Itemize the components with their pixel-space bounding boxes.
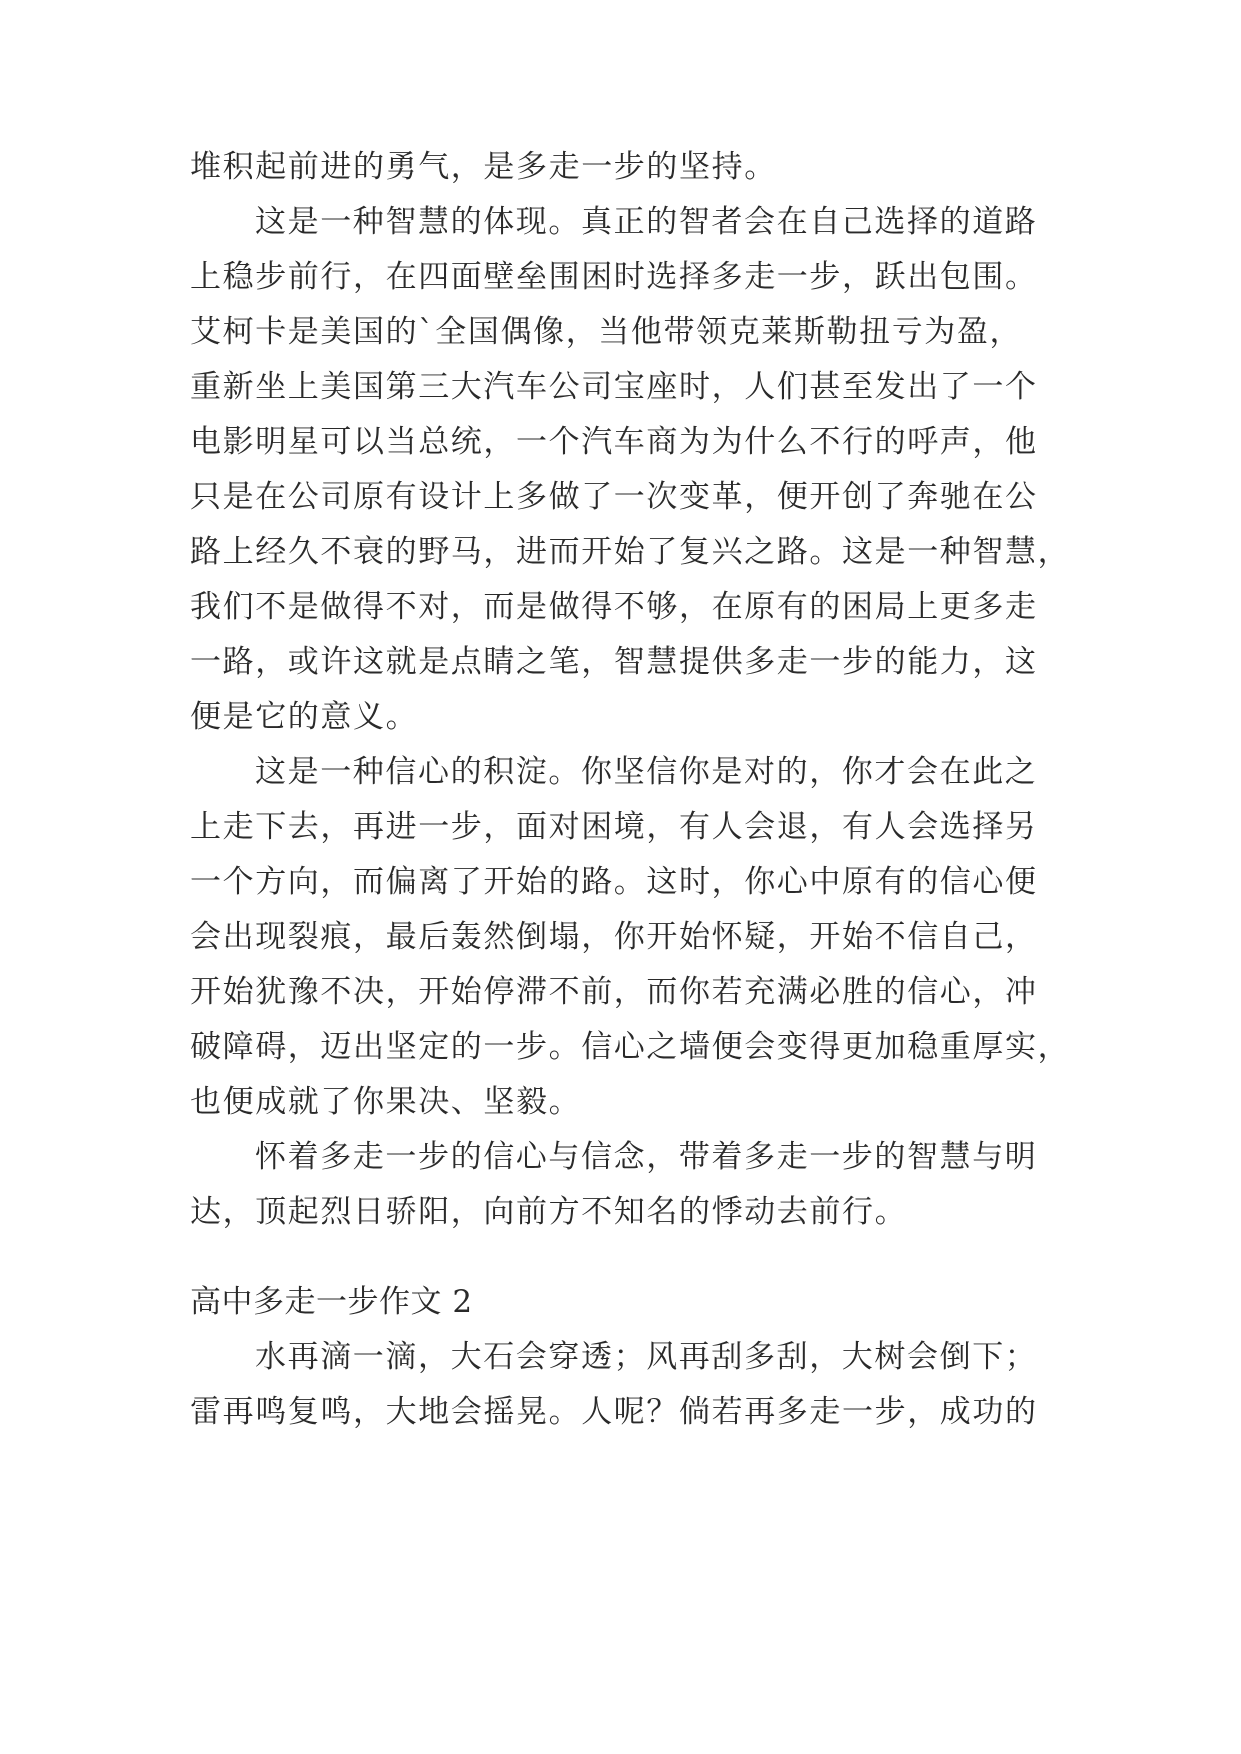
paragraph-line: 艾柯卡是美国的`全国偶像，当他带领克莱斯勒扭亏为盈，	[190, 314, 1023, 350]
paragraph-line: 也便成就了你果决、坚毅。	[190, 1084, 582, 1120]
paragraph-line: 会出现裂痕，最后轰然倒塌，你开始怀疑，开始不信自己，	[190, 919, 1038, 955]
paragraph-line: 这是一种智慧的体现。真正的智者会在自己选择的道路	[255, 204, 1038, 240]
paragraph-line: 雷再鸣复鸣，大地会摇晃。人呢？倘若再多走一步，成功的	[190, 1394, 1038, 1430]
paragraph-line: 这是一种信心的积淀。你坚信你是对的，你才会在此之	[255, 754, 1038, 790]
paragraph-line: 开始犹豫不决，开始停滞不前，而你若充满必胜的信心，冲	[190, 974, 1038, 1010]
paragraph-line: 水再滴一滴，大石会穿透；风再刮多刮，大树会倒下；	[255, 1339, 1038, 1375]
paragraph-line: 上走下去，再进一步，面对困境，有人会退，有人会选择另	[190, 809, 1038, 845]
paragraph-line: 怀着多走一步的信心与信念，带着多走一步的智慧与明	[255, 1139, 1038, 1175]
paragraph-line: 上稳步前行，在四面壁垒围困时选择多走一步，跃出包围。	[190, 259, 1038, 295]
paragraph-line: 便是它的意义。	[190, 699, 419, 735]
section-heading: 高中多走一步作文 2	[190, 1284, 473, 1320]
paragraph-line: 破障碍，迈出坚定的一步。信心之墙便会变得更加稳重厚实，	[190, 1029, 1071, 1065]
paragraph-line: 只是在公司原有设计上多做了一次变革，便开创了奔驰在公	[190, 479, 1038, 515]
paragraph-line: 路上经久不衰的野马，进而开始了复兴之路。这是一种智慧，	[190, 534, 1071, 570]
paragraph-line: 一路，或许这就是点睛之笔，智慧提供多走一步的能力，这	[190, 644, 1038, 680]
paragraph-line: 电影明星可以当总统，一个汽车商为为什么不行的呼声，他	[190, 424, 1038, 460]
paragraph-line: 我们不是做得不对，而是做得不够，在原有的困局上更多走	[190, 589, 1038, 625]
paragraph-line: 堆积起前进的勇气，是多走一步的坚持。	[190, 149, 777, 185]
paragraph-line: 达，顶起烈日骄阳，向前方不知名的悸动去前行。	[190, 1194, 908, 1230]
paragraph-line: 一个方向，而偏离了开始的路。这时，你心中原有的信心便	[190, 864, 1038, 900]
paragraph-line: 重新坐上美国第三大汽车公司宝座时，人们甚至发出了一个	[190, 369, 1038, 405]
